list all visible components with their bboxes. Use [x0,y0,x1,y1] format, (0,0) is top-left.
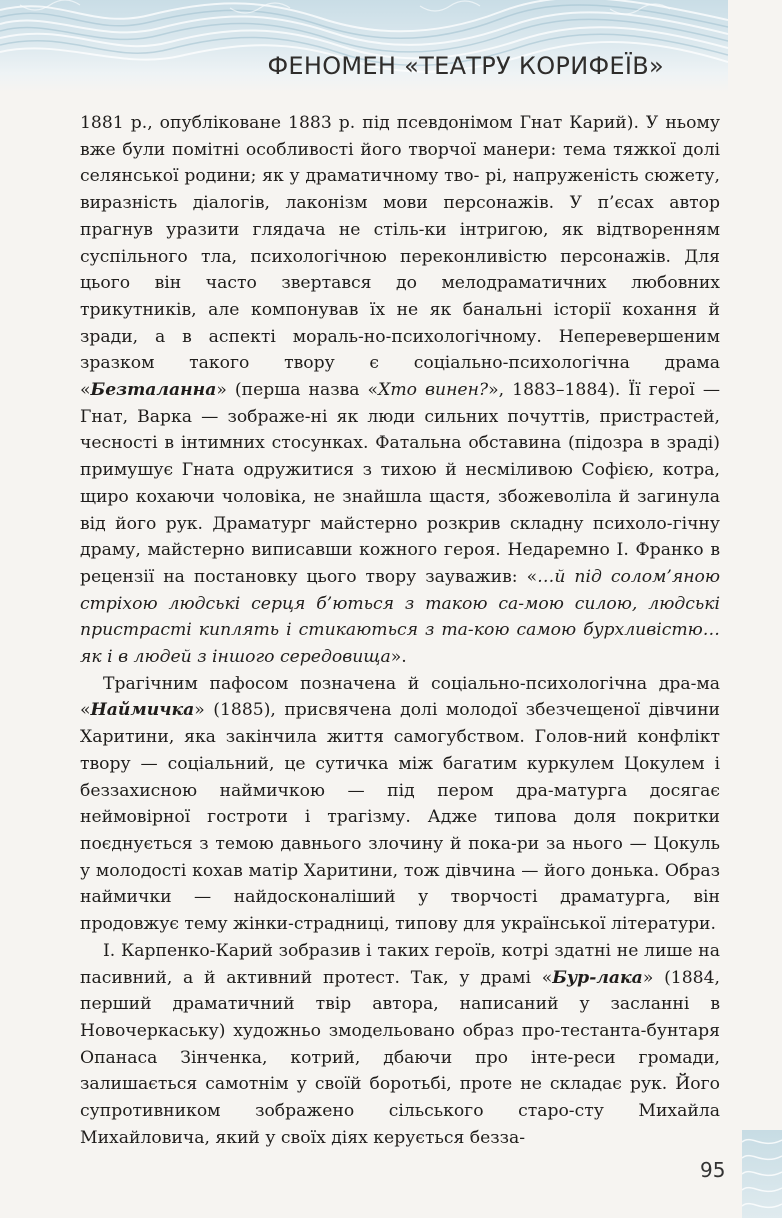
work-title: Наймичка [90,700,195,721]
page-number: 95 [700,1158,726,1182]
work-title: Безталанна [90,380,217,401]
decorative-wave-header [0,0,728,92]
paragraph-text: Трагічним пафосом позначена й соціально-психологічна дра-ма « [80,673,720,721]
paragraph-text: » (1885), присвячена долі молодої збезчещеної дівчини Харитини, яка закінчила життя самогубством. Голов-ний конфлікт твору — соціальний, це сутичка між багатим куркулем Цокулем і беззахисною наймичкою — під пером дра-матурга досягає неймовірної гостроти і трагізму. Адже типова доля покритки поєднується з темою давнього злочину й пока-ри за нього — Цокуль у молодості кохав матір Харитини, тож дівчина — його донька. Образ наймички — найдосконаліший у творчості драматурга, він продовжує тему жінки-страдниці, типову для української літератури. [80,700,720,935]
paragraph-3 [80,938,720,1152]
paragraph-2 [80,671,720,938]
paragraph-text: 1881 р., опубліковане 1883 р. під псевдонімом Гнат Карий). У ньому вже були помітні особливості його творчої манери: тема тяжкої долі селянської родини; як у драматичному тво- рі, напруженість сюжету, виразність діалогів, лаконізм мови персонажів. У п’єсах автор прагнув уразити глядача не стіль-ки інтригою, як відтворенням суспільного тла, психологічною переконливістю персонажів. Для цього він часто звертався до мелодраматичних любовних трикутників, але компонував їх не як банальні історії кохання й зради, а в аспекті мораль-но-психологічному. Неперевершеним зразком такого твору є соціально-психологічна драма « [80,113,720,401]
work-title-original: Хто винен? [378,380,489,401]
main-text [80,110,720,1151]
paragraph-text: » (1884, перший драматичний твір автора, написаний у засланні в Новочеркаську) художньо змодельовано образ про-тестанта-бунтаря Опанаса Зінченка, котрий, дбаючи про інте-реси громади, залишається самотнім у своїй боротьбі, проте не складає рук. Його супротивником зображено сільського старо-сту Михайла Михайловича, який у своїх діях керується безза- [80,967,720,1148]
decorative-side-tab [742,1130,782,1218]
paragraph-text: І. Карпенко-Карий зобразив і таких героїв, котрі здатні не лише на пасивний, а й активний протест. Так, у драмі « [80,940,720,988]
work-title: Бур-лака [552,967,643,988]
paragraph-text: », 1883–1884). Її герої — Гнат, Варка — зображе-ні як люди сильних почуттів, пристрастей, чесності в інтимних стосунках. Фатальна обставина (підозра в зраді) примушує Гната одружитися з тихою й несміливою Софією, котра, щиро кохаючи чоловіка, не знайшла щастя, збожеволіла й загинула від його рук. Драматург майстерно розкрив складну психоло-гічну драму, майстерно виписавши кожного героя. Недаремно І. Франко в рецензії на постановку цього твору зауважив: « [80,380,721,587]
franko-quote: …й під солом’яною стріхою людські серця б’ються з такою са-мою силою, людські пристрасті киплять і стикаються з та-кою самою бурхливістю… як і в людей з іншого середовища [80,566,721,668]
paragraph-text: ». [390,647,407,668]
wave-tab-icon [742,1130,782,1218]
paragraph-text: » (перша назва « [216,380,379,401]
running-head-title: ФЕНОМЕН «ТЕАТРУ КОРИФЕЇВ» [267,52,664,80]
paragraph-1 [80,110,720,671]
